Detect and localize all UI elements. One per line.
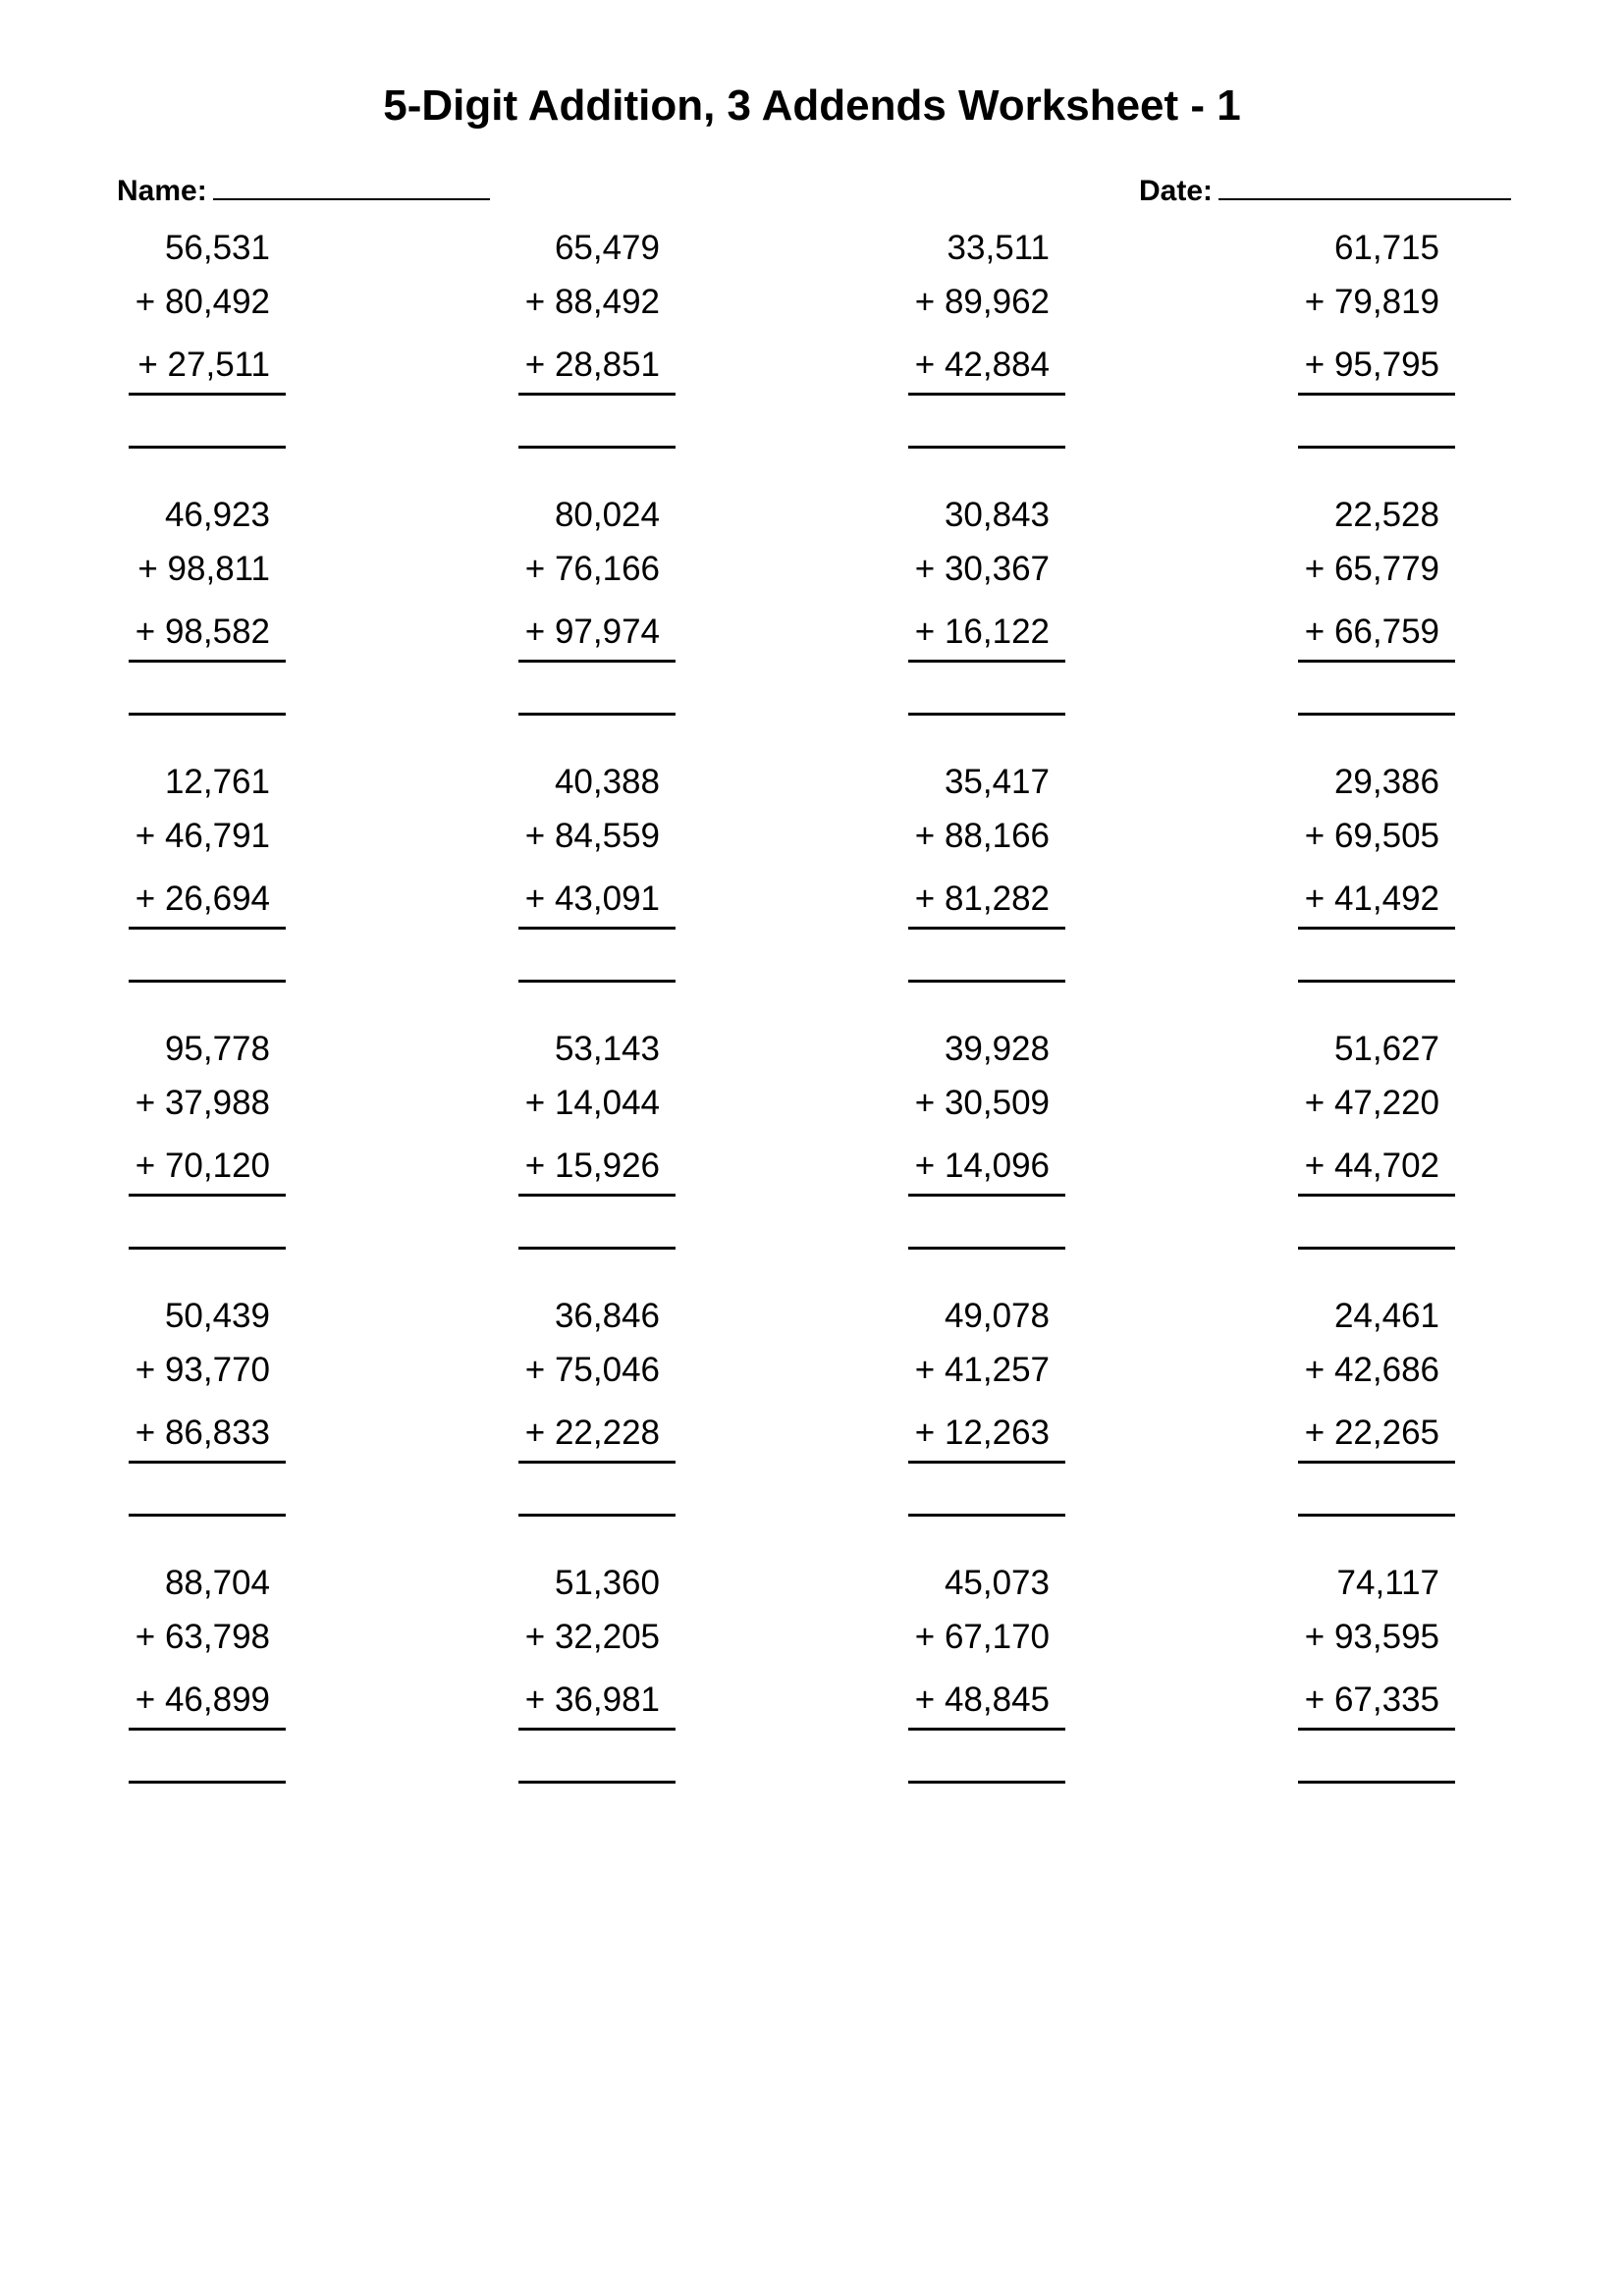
addend: + 44,702 [1304,1147,1439,1185]
sum-line [1298,660,1455,663]
addend: + 28,851 [524,346,660,384]
addition-problem [518,496,676,731]
answer-blank-line[interactable] [1298,446,1455,449]
answer-blank-line[interactable] [129,1781,286,1784]
addend: + 41,257 [914,1351,1050,1389]
answer-blank-line[interactable] [518,1781,676,1784]
name-label: Name: [117,175,207,207]
date-label: Date: [1139,175,1214,207]
addition-problem [1298,1030,1455,1265]
sum-line [908,927,1065,930]
addend: + 63,798 [135,1618,270,1656]
addend-first: 22,528 [1333,496,1439,534]
addend: + 88,166 [914,817,1050,855]
addend: + 46,899 [135,1681,270,1719]
addend: + 80,492 [135,283,270,321]
answer-blank-line[interactable] [1298,713,1455,716]
addend: + 69,505 [1304,817,1439,855]
addend-first: 12,761 [164,763,270,801]
addend-first: 33,511 [947,229,1050,267]
addend-first: 29,386 [1333,763,1439,801]
answer-blank-line[interactable] [518,980,676,983]
sum-line [1298,393,1455,396]
sum-line [129,393,286,396]
sum-line [129,1728,286,1731]
addend-first: 46,923 [164,496,270,534]
addend-first: 50,439 [164,1297,270,1335]
addition-problem [1298,229,1455,464]
answer-blank-line[interactable] [1298,980,1455,983]
addend-first: 74,117 [1336,1564,1439,1602]
addend: + 27,511 [137,346,270,384]
addend-first: 49,078 [944,1297,1050,1335]
addend: + 95,795 [1304,346,1439,384]
answer-blank-line[interactable] [129,446,286,449]
addend-first: 51,360 [554,1564,660,1602]
addend: + 93,770 [135,1351,270,1389]
addition-problem [129,1564,286,1799]
addition-problem [908,229,1065,464]
addition-problem [518,229,676,464]
addend: + 22,265 [1304,1414,1439,1452]
sum-line [518,393,676,396]
addend: + 42,884 [914,346,1050,384]
addend: + 88,492 [524,283,660,321]
sum-line [908,1728,1065,1731]
sum-line [1298,927,1455,930]
addend: + 67,170 [914,1618,1050,1656]
answer-blank-line[interactable] [518,1514,676,1517]
addend-first: 88,704 [164,1564,270,1602]
sum-line [1298,1194,1455,1197]
sum-line [908,660,1065,663]
answer-blank-line[interactable] [129,713,286,716]
answer-blank-line[interactable] [908,1781,1065,1784]
addend: + 89,962 [914,283,1050,321]
addition-problem [129,496,286,731]
answer-blank-line[interactable] [518,713,676,716]
addend-first: 35,417 [944,763,1050,801]
addend-first: 95,778 [164,1030,270,1068]
addition-problem [1298,1564,1455,1799]
addition-problem [1298,1297,1455,1532]
addend: + 93,595 [1304,1618,1439,1656]
addend-first: 80,024 [554,496,660,534]
addition-problem [1298,763,1455,998]
addition-problem [908,496,1065,731]
sum-line [129,660,286,663]
addend: + 46,791 [135,817,270,855]
addend: + 97,974 [524,613,660,651]
addend: + 76,166 [524,550,660,588]
addend: + 79,819 [1304,283,1439,321]
addend-first: 51,627 [1333,1030,1439,1068]
addend: + 84,559 [524,817,660,855]
sum-line [518,1194,676,1197]
answer-blank-line[interactable] [908,980,1065,983]
addend: + 41,492 [1304,880,1439,918]
answer-blank-line[interactable] [908,1514,1065,1517]
addition-problem [908,1564,1065,1799]
sum-line [518,1728,676,1731]
addend: + 42,686 [1304,1351,1439,1389]
addition-problem [908,763,1065,998]
addend: + 48,845 [914,1681,1050,1719]
sum-line [129,1461,286,1464]
answer-blank-line[interactable] [908,713,1065,716]
addend: + 15,926 [524,1147,660,1185]
addition-problem [129,229,286,464]
addend: + 65,779 [1304,550,1439,588]
addend: + 37,988 [135,1084,270,1122]
addend-first: 24,461 [1333,1297,1439,1335]
addend: + 47,220 [1304,1084,1439,1122]
addend-first: 45,073 [944,1564,1050,1602]
addition-problem [908,1297,1065,1532]
addend-first: 36,846 [554,1297,660,1335]
answer-blank-line[interactable] [129,1247,286,1250]
addition-problem [518,1297,676,1532]
answer-blank-line[interactable] [518,1247,676,1250]
answer-blank-line[interactable] [518,446,676,449]
addend: + 36,981 [524,1681,660,1719]
addition-problem [1298,496,1455,731]
addition-problem [518,1564,676,1799]
addition-problem [908,1030,1065,1265]
answer-blank-line[interactable] [1298,1781,1455,1784]
answer-blank-line[interactable] [908,446,1065,449]
sum-line [908,1461,1065,1464]
addend: + 70,120 [135,1147,270,1185]
addition-problem [129,763,286,998]
addend-first: 56,531 [164,229,270,267]
addend: + 98,811 [137,550,270,588]
addend: + 14,096 [914,1147,1050,1185]
addend: + 66,759 [1304,613,1439,651]
sum-line [908,393,1065,396]
sum-line [518,927,676,930]
addend: + 67,335 [1304,1681,1439,1719]
addend-first: 40,388 [554,763,660,801]
addition-problem [129,1297,286,1532]
addend: + 22,228 [524,1414,660,1452]
worksheet-title: 5-Digit Addition, 3 Addends Worksheet - 1 [383,81,1241,130]
answer-blank-line[interactable] [1298,1514,1455,1517]
addend-first: 65,479 [554,229,660,267]
addend: + 43,091 [524,880,660,918]
sum-line [1298,1728,1455,1731]
sum-line [129,1194,286,1197]
addend: + 16,122 [914,613,1050,651]
addition-problem [518,1030,676,1265]
addend-first: 30,843 [944,496,1050,534]
answer-blank-line[interactable] [129,1514,286,1517]
answer-blank-line[interactable] [1298,1247,1455,1250]
addend: + 30,509 [914,1084,1050,1122]
addend: + 32,205 [524,1618,660,1656]
sum-line [1298,1461,1455,1464]
addition-problem [129,1030,286,1265]
sum-line [908,1194,1065,1197]
addition-problem [518,763,676,998]
sum-line [518,660,676,663]
addend-first: 53,143 [554,1030,660,1068]
addend: + 81,282 [914,880,1050,918]
answer-blank-line[interactable] [908,1247,1065,1250]
addend: + 26,694 [135,880,270,918]
addend: + 98,582 [135,613,270,651]
sum-line [129,927,286,930]
sum-line [518,1461,676,1464]
addend: + 14,044 [524,1084,660,1122]
addend: + 30,367 [914,550,1050,588]
addend-first: 61,715 [1333,229,1439,267]
addend-first: 39,928 [944,1030,1050,1068]
answer-blank-line[interactable] [129,980,286,983]
addend: + 75,046 [524,1351,660,1389]
addend: + 86,833 [135,1414,270,1452]
addend: + 12,263 [914,1414,1050,1452]
